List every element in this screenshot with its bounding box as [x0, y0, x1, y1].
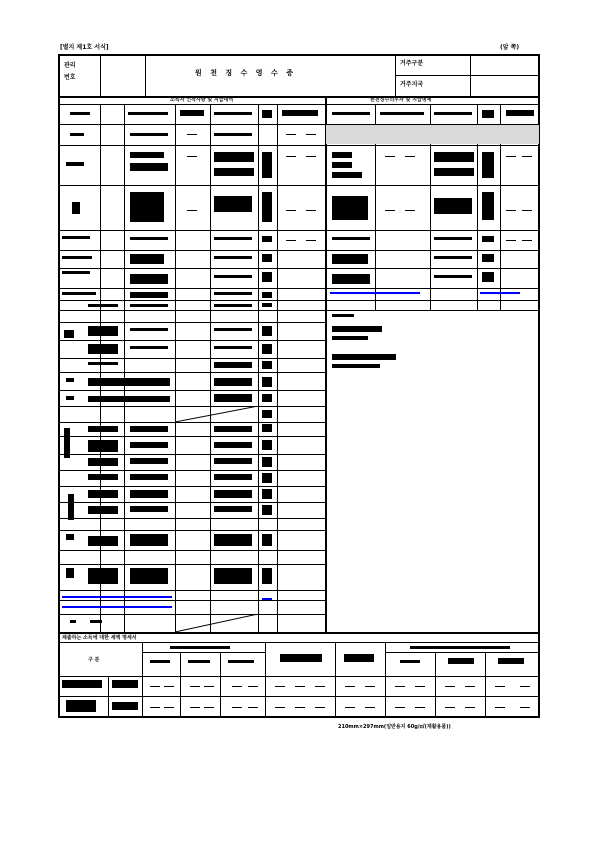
residence-type: 거주구분 — [400, 60, 424, 67]
diagonal-stroke — [175, 614, 258, 632]
note-receipt: 위의 금액을 영수합니다 — [340, 580, 392, 586]
page-number: (앞 쪽) — [500, 44, 520, 51]
residence-country: 거주지국 — [400, 81, 424, 88]
footer-paper-size: 210mm×297mm(일반용지 60g/㎡(재활용품)) — [338, 724, 451, 730]
bottom-section-header: 제출하는 소득에 대한 세액 명세서 — [62, 635, 137, 641]
mgmt-label-2: 번호 — [64, 74, 76, 81]
bottom-label: 구 분 — [88, 657, 100, 663]
form-title: 원 천 징 수 영 수 증 — [195, 69, 296, 77]
left-section-header: 소득자 인적사항 및 지급내역 — [170, 97, 234, 103]
form-code: [별지 제1호 서식] — [60, 44, 109, 51]
mgmt-label-1: 관리 — [64, 62, 76, 69]
diagonal-stroke — [175, 406, 258, 422]
right-section-header: 원천징수의무자 및 지급명세 — [370, 97, 432, 103]
accent-line — [330, 292, 420, 294]
